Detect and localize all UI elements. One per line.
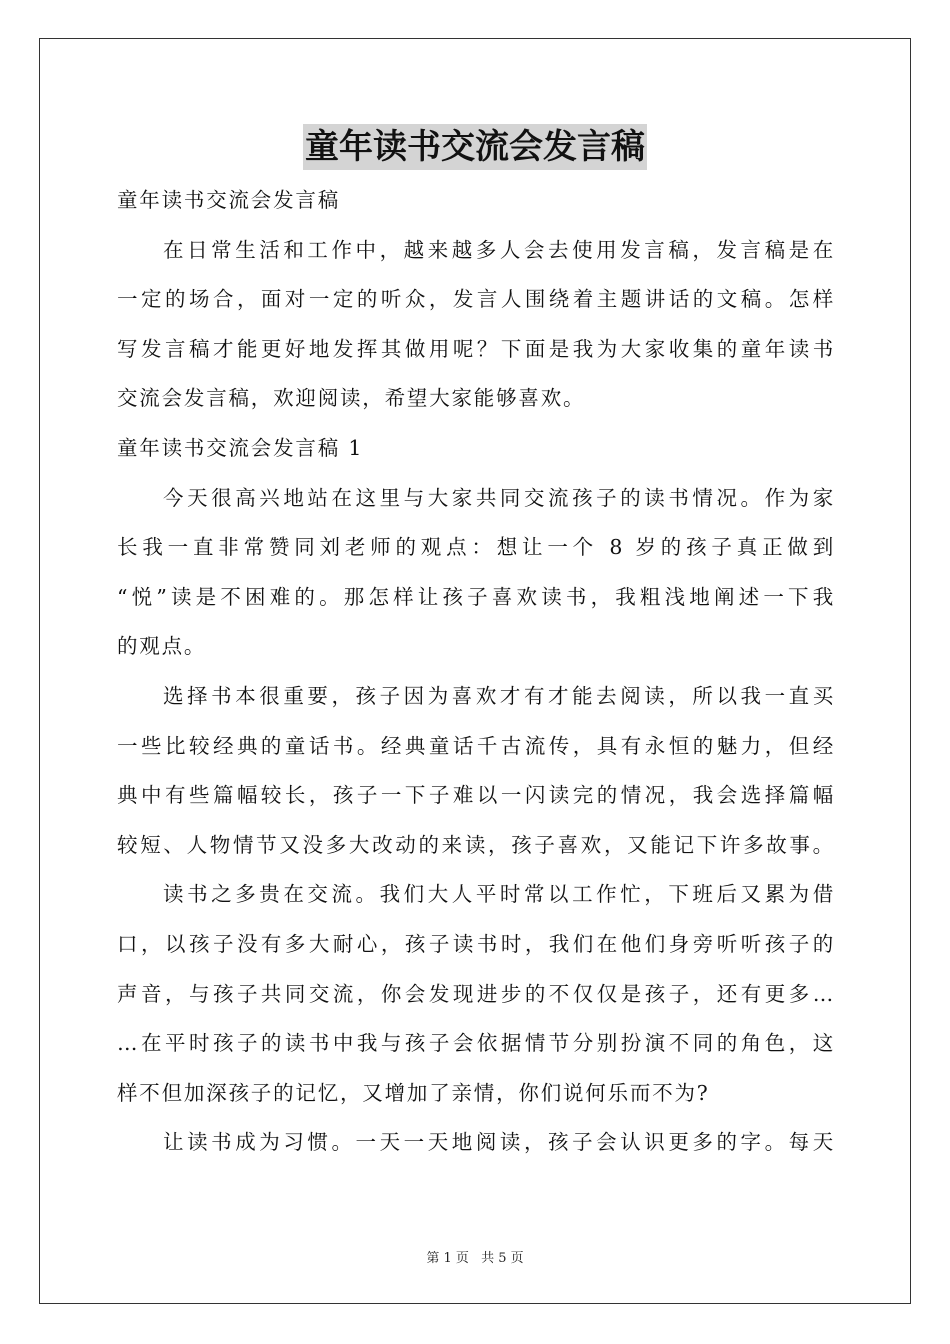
text-line: 一定的场合，面对一定的听众，发言人围绕着主题讲话的文稿。怎样	[117, 287, 835, 312]
page-total: 共 5 页	[481, 1251, 524, 1266]
text-line: 交流会发言稿，欢迎阅读，希望大家能够喜欢。	[117, 386, 586, 411]
text-line: 童年读书交流会发言稿	[117, 188, 340, 212]
title-container	[0, 124, 950, 170]
text-line: 的观点。	[117, 634, 207, 659]
text-line: …在平时孩子的读书中我与孩子会依据情节分别扮演不同的角色，这	[117, 1031, 835, 1056]
page-number: 第 1 页	[426, 1251, 469, 1266]
text-line: 较短、人物情节又没多大改动的来读，孩子喜欢，又能记下许多故事。	[117, 832, 835, 857]
document-body	[117, 176, 835, 1168]
text-line: 一些比较经典的童话书。经典童话千古流传，具有永恒的魅力，但经	[117, 733, 835, 758]
page-footer	[0, 1247, 950, 1266]
text-line: 典中有些篇幅较长，孩子一下子难以一闪读完的情况，我会选择篇幅	[117, 783, 835, 808]
text-line: 长我一直非常赞同刘老师的观点：想让一个 8 岁的孩子真正做到	[117, 535, 835, 560]
text-line: 口，以孩子没有多大耐心，孩子读书时，我们在他们身旁听听孩子的	[117, 931, 835, 956]
text-line: 童年读书交流会发言稿 1	[117, 435, 364, 460]
text-line: 声音，与孩子共同交流，你会发现进步的不仅仅是孩子，还有更多…	[117, 981, 835, 1006]
document-title: 童年读书交流会发言稿	[303, 124, 647, 170]
text-line: 选择书本很重要，孩子因为喜欢才有才能去阅读，所以我一直买	[163, 683, 835, 708]
text-line: 读书之多贵在交流。我们大人平时常以工作忙，下班后又累为借	[163, 882, 835, 907]
text-line: 在日常生活和工作中，越来越多人会去使用发言稿，发言稿是在	[163, 237, 835, 262]
text-line: 今天很高兴地站在这里与大家共同交流孩子的读书情况。作为家	[163, 485, 835, 510]
text-line: 样不但加深孩子的记忆，又增加了亲情，你们说何乐而不为?	[117, 1080, 710, 1105]
text-line: 写发言稿才能更好地发挥其做用呢？下面是我为大家收集的童年读书	[117, 336, 835, 361]
text-line: 让读书成为习惯。一天一天地阅读，孩子会认识更多的字。每天	[163, 1130, 835, 1155]
text-line: “悦”读是不困难的。那怎样让孩子喜欢读书，我粗浅地阐述一下我	[117, 584, 835, 609]
